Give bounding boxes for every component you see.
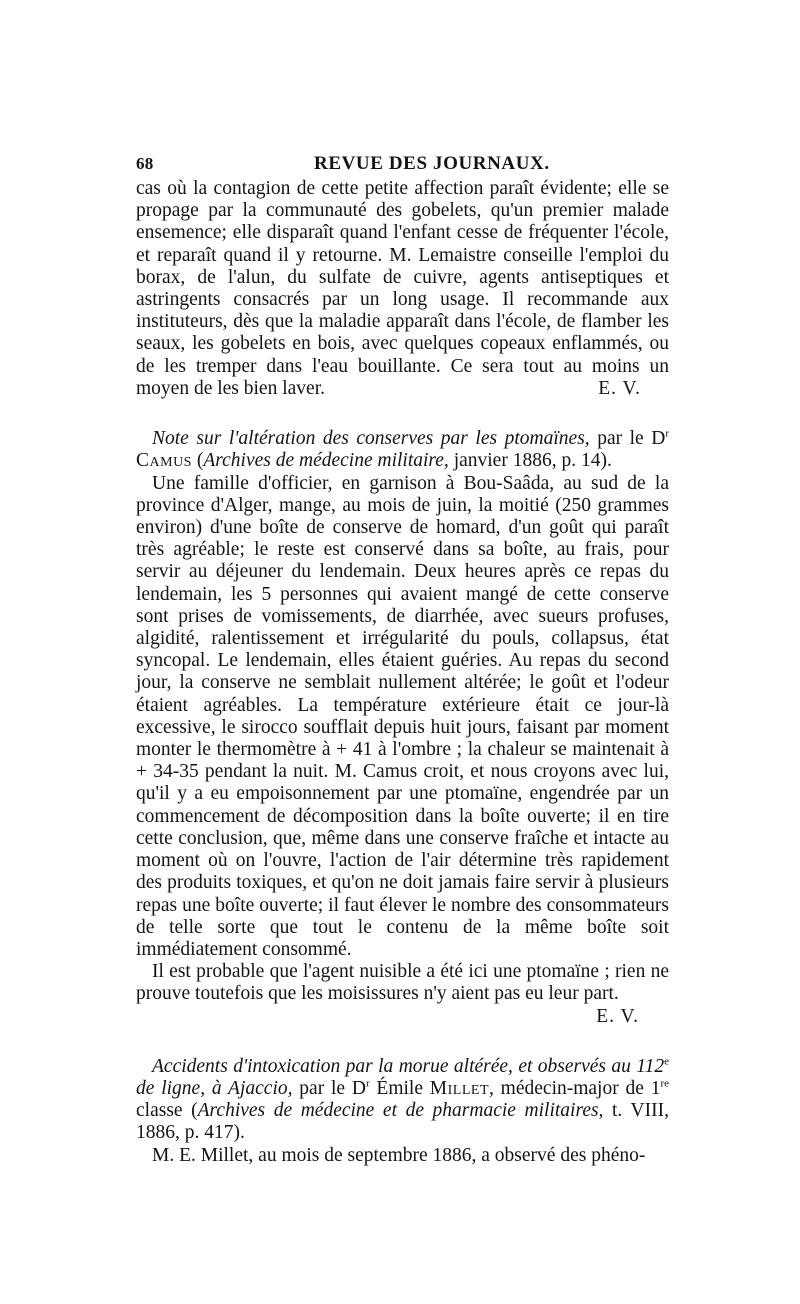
- article-2-title-italic-2: de ligne, à Ajaccio,: [136, 1077, 293, 1099]
- article-2-by-sup: r: [365, 1077, 370, 1090]
- continuation-paragraph: cas où la contagion de cette petite affection paraît évidente; elle se propage par la communauté des gobelets, qu'un premier malade ensemence; elle disparaît quand l'enfant cesse de fréquenter l'école, et reparaît quand il y retourne. M. Lemaistre conseille l'emploi du borax, de l'alun, du sulfate de cuivre, agents antiseptiques et astringents consacrés par un long usage. Il recommande aux instituteurs, dès que la maladie apparaît dans l'école, de flamber les seaux, les gobelets en bois, avec quelques copeaux enflammés, ou de les tremper dans l'eau bouillante. Ce sera tout au moins un moyen de les bien laver.: [136, 178, 669, 399]
- continuation-section: [136, 178, 669, 400]
- article-1-source-rest: janvier 1886, p. 14).: [448, 450, 612, 472]
- article-1-source-open: (: [191, 450, 204, 472]
- article-2-source: Archives de médecine et de pharmacie militaires,: [197, 1100, 604, 1122]
- article-1-by: par le D: [589, 428, 666, 450]
- article-1-source: Archives de médecine militaire,: [203, 450, 449, 472]
- article-1-signature: E. V.: [596, 1005, 639, 1027]
- article-2-paragraph-1: M. E. Millet, au mois de septembre 1886, a observé des phéno-: [152, 1144, 646, 1166]
- page-header: [136, 148, 669, 178]
- article-2-role-1: , médecin-major de 1: [489, 1077, 661, 1099]
- article-1-paragraph-1: Une famille d'officier, en garnison à Bou-Saâda, au sud de la province d'Alger, mange, au mois de juin, la moitié (250 grammes environ) d'une boîte de conserve de homard, d'un goût qui paraît très agréable; le reste est conservé dans sa boîte, au frais, pour servir au déjeuner du lendemain. Deux heures après ce repas du lendemain, les 5 personnes qui avaient mangé de cette conserve sont prises de vomissements, de diarrhée, avec sueurs profuses, algidité, ralentissement et irrégularité du pouls, collapsus, état syncopal. Le lendemain, elles étaient guéries. Au repas du second jour, la conserve ne semblait nullement altérée; le goût et l'odeur étaient agréables. La température extérieure était ce jour-là excessive, le sirocco soufflait depuis huit jours, faisant par moment monter le thermomètre à + 41 à l'ombre ; la chaleur se maintenait à + 34-35 pendant la nuit. M. Camus croit, et nous croyons avec lui, qu'il y a eu empoisonnement par une ptomaïne, engendrée par un commencement de décomposition dans la boîte ouverte; il en tire cette conclusion, que, même dans une conserve fraîche et intacte au moment où on l'ouvre, l'action de l'air détermine très rapidement des produits toxiques, et qu'on ne doit jamais faire servir à plusieurs repas une boîte ouverte; il faut élever le nombre des consommateurs de telle sorte que tout le contenu de la même boîte soit immédiatement consommé.: [136, 472, 669, 960]
- document-page: [136, 148, 669, 1167]
- article-2-source-rest: t. VIII, 1886, p. 417).: [136, 1100, 669, 1144]
- article-2-title-italic-1: Accidents d'intoxication par la morue altérée, et observés au 112: [152, 1055, 665, 1077]
- article-1-by-sup: r: [665, 427, 669, 440]
- running-title: REVUE DES JOURNAUX.: [314, 153, 550, 174]
- article-2-by: par le D: [292, 1077, 366, 1099]
- article-1-title-italic: Note sur l'altération des conserves par les ptomaïnes,: [152, 428, 590, 450]
- continuation-signature: E. V.: [598, 378, 641, 400]
- page-number: 68: [136, 154, 154, 173]
- article-1-author: Camus: [136, 450, 192, 472]
- article-2-author-last: Millet: [429, 1077, 490, 1099]
- article-1-title: [136, 428, 669, 472]
- article-2-title: [136, 1056, 669, 1145]
- article-1-paragraph-2: Il est probable que l'agent nuisible a été ici une ptomaïne ; rien ne prouve toutefois que les moisissures n'y aient pas eu leur part.: [136, 961, 669, 1005]
- article-2-role-2: classe (: [136, 1100, 198, 1122]
- article-2-title-sup: e: [664, 1055, 669, 1068]
- article-2: [136, 1056, 669, 1167]
- article-1: [136, 428, 669, 1027]
- article-2-role-sup: re: [660, 1077, 670, 1090]
- article-2-author-first: Émile: [369, 1077, 430, 1099]
